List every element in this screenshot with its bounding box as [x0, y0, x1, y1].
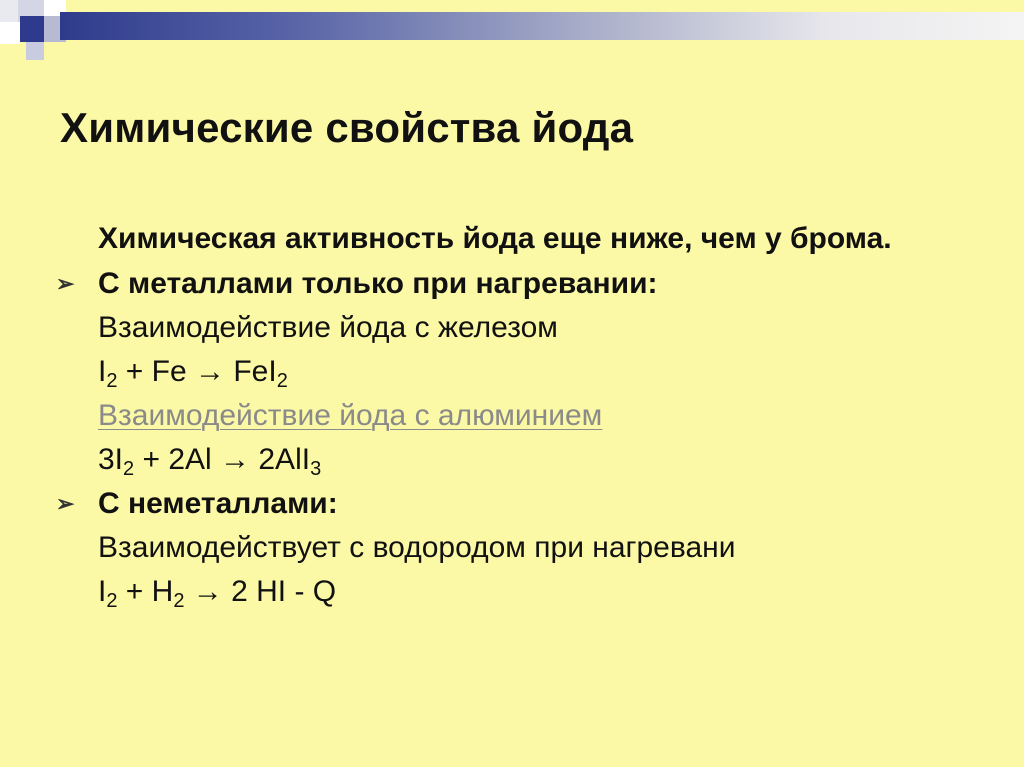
bullet-item-metals — [56, 264, 978, 304]
bullet-item-nonmetals — [56, 484, 978, 524]
decor-square — [0, 22, 20, 44]
equation-subscript: 2 — [106, 590, 118, 612]
slide-title: Химические свойства йода — [60, 104, 634, 151]
bullet-label: С неметаллами: — [98, 487, 338, 520]
iron-description: Взаимодействие йода с железом — [98, 311, 558, 344]
aluminium-link[interactable]: Взаимодействие йода с алюминием — [98, 399, 603, 432]
arrow-bullet-icon: ➢ — [56, 271, 75, 296]
equation-part: I — [98, 575, 107, 608]
equation-part: → 2 HI - Q — [184, 575, 337, 608]
decor-square — [26, 42, 44, 60]
header-gradient-band — [60, 12, 1024, 40]
arrow-bullet-icon: ➢ — [56, 491, 75, 516]
aluminium-equation — [98, 440, 978, 480]
equation-part: 3I — [98, 443, 124, 476]
equation-subscript: 2 — [123, 458, 135, 480]
equation-part: + Fe → FeI — [117, 355, 277, 388]
hydrogen-description: Взаимодействует с водородом при нагревани — [98, 531, 736, 564]
decor-square — [0, 0, 18, 22]
equation-part: I — [98, 355, 107, 388]
equation-part: + 2Al → 2AlI — [134, 443, 311, 476]
hydrogen-equation — [98, 572, 978, 612]
aluminium-link-line — [98, 396, 978, 436]
equation-part: + H — [117, 575, 174, 608]
equation-subscript: 3 — [310, 458, 322, 480]
bullet-label: С металлами только при нагревании: — [98, 267, 658, 300]
intro-text: Химическая активность йода еще ниже, чем у брома. — [98, 222, 892, 255]
equation-subscript: 2 — [173, 590, 185, 612]
equation-subscript: 2 — [276, 370, 288, 392]
equation-subscript: 2 — [106, 370, 118, 392]
slide-body — [56, 222, 978, 612]
iron-equation — [98, 352, 978, 392]
decor-square — [20, 16, 44, 42]
